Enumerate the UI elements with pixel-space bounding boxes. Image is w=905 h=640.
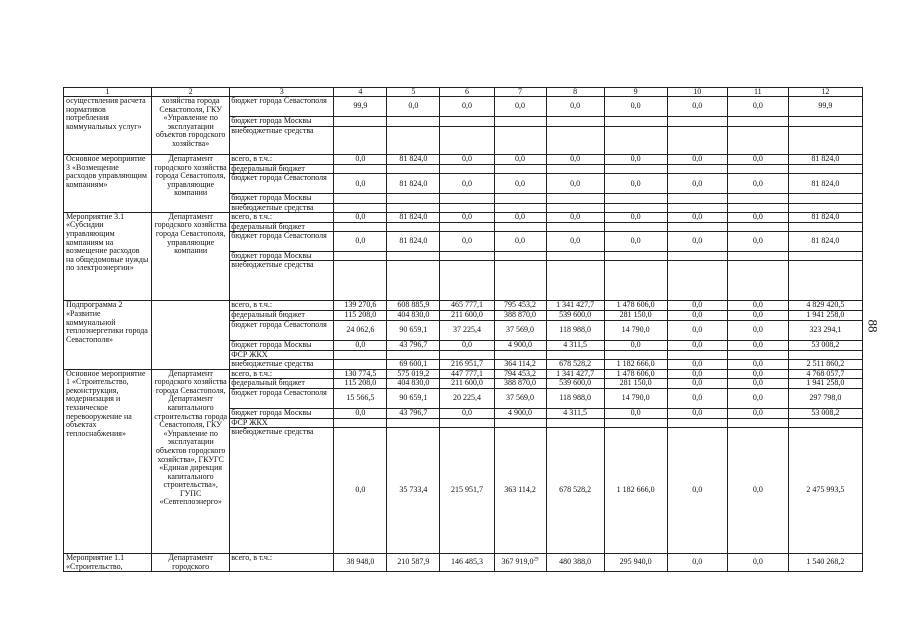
year-value-cell (387, 165, 440, 174)
year-value-cell (440, 194, 494, 203)
year-value-cell: 0,0 (667, 554, 727, 572)
responsible-executor-cell: Департамент городского (152, 554, 230, 572)
year-value-cell: 90 659,1 (387, 320, 440, 340)
year-value-cell: 130 774,5 (334, 369, 387, 379)
year-value-cell: 0,0 (440, 232, 494, 252)
col-header: 5 (387, 88, 440, 97)
year-value-cell (546, 418, 604, 427)
year-value-cell: 0,0 (604, 232, 667, 252)
year-value-cell (440, 165, 494, 174)
funding-source-cell: внебюджетные средства (230, 428, 334, 554)
funding-source-cell: внебюджетные средства (230, 127, 334, 155)
year-value-cell (494, 117, 546, 127)
total-value-cell: 297 798,0 (788, 388, 862, 408)
year-value-cell: 0,0 (546, 212, 604, 222)
total-value-cell (788, 252, 862, 261)
year-value-cell: 0,0 (667, 174, 727, 194)
year-value-cell (546, 222, 604, 231)
total-value-cell: 81 824,0 (788, 232, 862, 252)
year-value-cell (494, 252, 546, 261)
year-value-cell: 15 566,5 (334, 388, 387, 408)
year-value-cell: 0,0 (727, 174, 788, 194)
total-value-cell: 1 941 258,0 (788, 311, 862, 321)
funding-source-cell: ФСР ЖКХ (230, 350, 334, 359)
year-value-cell: 0,0 (546, 174, 604, 194)
year-value-cell: 216 951,7 (440, 359, 494, 369)
responsible-executor-cell: Департамент городского хозяйства города Севастополя, управляющие компании (152, 155, 230, 213)
year-value-cell: 1 478 606,0 (604, 369, 667, 379)
year-value-cell (494, 194, 546, 203)
year-value-cell: 1 478 606,0 (604, 301, 667, 311)
year-value-cell: 14 790,0 (604, 388, 667, 408)
total-value-cell (788, 165, 862, 174)
year-value-cell (334, 222, 387, 231)
year-value-cell (334, 261, 387, 301)
col-header: 3 (230, 88, 334, 97)
year-value-cell (546, 261, 604, 301)
year-value-cell: 0,0 (494, 174, 546, 194)
year-value-cell (494, 350, 546, 359)
year-value-cell (604, 252, 667, 261)
year-value-cell: 37 225,4 (440, 320, 494, 340)
col-header: 11 (727, 88, 788, 97)
year-value-cell: 0,0 (727, 212, 788, 222)
year-value-cell: 0,0 (727, 320, 788, 340)
year-value-cell: 81 824,0 (387, 232, 440, 252)
year-value-cell: 90 659,1 (387, 388, 440, 408)
year-value-cell: 69 600,1 (387, 359, 440, 369)
year-value-cell: 447 777,1 (440, 369, 494, 379)
funding-source-cell: всего, в т.ч.: (230, 554, 334, 572)
year-value-cell: 0,0 (494, 97, 546, 117)
year-value-cell (727, 203, 788, 212)
year-value-cell: 539 600,0 (546, 379, 604, 389)
funding-source-cell: бюджет города Севастополя (230, 97, 334, 117)
year-value-cell (334, 165, 387, 174)
activity-name-cell: Основное мероприятие 1 «Строительство, реконструкция, модернизация и техническое перевооружение на объектах теплоснабжения» (64, 369, 152, 553)
year-value-cell (387, 203, 440, 212)
year-value-cell: 1 341 427,7 (546, 301, 604, 311)
year-value-cell: 118 988,0 (546, 388, 604, 408)
total-value-cell (788, 194, 862, 203)
col-header: 6 (440, 88, 494, 97)
year-value-cell: 795 453,2 (494, 301, 546, 311)
year-value-cell (727, 222, 788, 231)
table-row (64, 212, 863, 222)
year-value-cell: 0,0 (727, 97, 788, 117)
year-value-cell (494, 203, 546, 212)
year-value-cell: 0,0 (334, 174, 387, 194)
year-value-cell: 139 270,6 (334, 301, 387, 311)
year-value-cell (494, 418, 546, 427)
activity-name-cell: Мероприятие 1.1 «Строительство, (64, 554, 152, 572)
year-value-cell: 0,0 (667, 428, 727, 554)
funding-source-cell: бюджет города Москвы (230, 408, 334, 418)
year-value-cell: 0,0 (667, 320, 727, 340)
budget-table-sheet (63, 87, 863, 572)
year-value-cell: 388 870,0 (494, 379, 546, 389)
year-value-cell (727, 418, 788, 427)
year-value-cell (727, 194, 788, 203)
total-value-cell: 1 941 258,0 (788, 379, 862, 389)
year-value-cell (546, 117, 604, 127)
year-value-cell: 0,0 (667, 408, 727, 418)
year-value-cell: 0,0 (667, 301, 727, 311)
year-value-cell (440, 117, 494, 127)
funding-source-cell: федеральный бюджет (230, 311, 334, 321)
funding-source-cell: федеральный бюджет (230, 165, 334, 174)
total-value-cell: 4 768 057,7 (788, 369, 862, 379)
year-value-cell: 0,0 (667, 379, 727, 389)
year-value-cell: 0,0 (334, 212, 387, 222)
year-value-cell: 0,0 (727, 408, 788, 418)
year-value-cell: 0,0 (604, 97, 667, 117)
year-value-cell: 0,0 (440, 97, 494, 117)
year-value-cell (546, 165, 604, 174)
year-value-cell (667, 350, 727, 359)
year-value-cell: 0,0 (727, 359, 788, 369)
year-value-cell (667, 252, 727, 261)
year-value-cell: 0,0 (604, 340, 667, 350)
total-value-cell: 1 540 268,2 (788, 554, 862, 572)
year-value-cell: 0,0 (667, 97, 727, 117)
activity-name-cell: Основное мероприятие 3 «Возмещение расходов управляющим компаниям» (64, 155, 152, 213)
total-value-cell: 323 294,1 (788, 320, 862, 340)
year-value-cell: 480 388,0 (546, 554, 604, 572)
funding-source-cell: бюджет города Севастополя (230, 320, 334, 340)
year-value-cell: 0,0 (667, 155, 727, 165)
funding-source-cell: бюджет города Севастополя (230, 388, 334, 408)
year-value-cell (494, 165, 546, 174)
year-value-cell: 0,0 (494, 155, 546, 165)
year-value-cell (604, 418, 667, 427)
year-value-cell (604, 127, 667, 155)
year-value-cell (727, 165, 788, 174)
year-value-cell (334, 359, 387, 369)
funding-source-cell: бюджет города Москвы (230, 194, 334, 203)
year-value-cell: 115 208,0 (334, 379, 387, 389)
year-value-cell (440, 350, 494, 359)
table-row (64, 155, 863, 165)
year-value-cell: 4 311,5 (546, 408, 604, 418)
year-value-cell (546, 127, 604, 155)
year-value-cell: 0,0 (667, 311, 727, 321)
year-value-cell: 295 940,0 (604, 554, 667, 572)
funding-source-cell: бюджет города Москвы (230, 340, 334, 350)
year-value-cell: 0,0 (667, 232, 727, 252)
year-value-cell (727, 117, 788, 127)
year-value-cell (667, 222, 727, 231)
year-value-cell: 146 485,3 (440, 554, 494, 572)
year-value-cell (387, 252, 440, 261)
total-value-cell: 81 824,0 (788, 155, 862, 165)
funding-source-cell: всего, в т.ч.: (230, 212, 334, 222)
year-value-cell: 363 114,2 (494, 428, 546, 554)
year-value-cell: 37 569,0 (494, 388, 546, 408)
col-header: 10 (667, 88, 727, 97)
year-value-cell: 0,0 (727, 340, 788, 350)
year-value-cell: 0,0 (604, 408, 667, 418)
year-value-cell (667, 127, 727, 155)
col-header: 7 (494, 88, 546, 97)
year-value-cell (387, 194, 440, 203)
year-value-cell: 794 453,2 (494, 369, 546, 379)
funding-source-cell: внебюджетные средства (230, 359, 334, 369)
total-value-cell (788, 350, 862, 359)
total-value-cell: 2 475 993,5 (788, 428, 862, 554)
col-header: 4 (334, 88, 387, 97)
year-value-cell: 0,0 (334, 428, 387, 554)
year-value-cell (387, 350, 440, 359)
col-header: 12 (788, 88, 862, 97)
year-value-cell: 215 951,7 (440, 428, 494, 554)
year-value-cell (667, 194, 727, 203)
year-value-cell (334, 203, 387, 212)
value-text: 367 919,0 (501, 557, 534, 567)
year-value-cell: 0,0 (727, 379, 788, 389)
total-value-cell (788, 203, 862, 212)
year-value-cell (546, 252, 604, 261)
year-value-cell: 211 600,0 (440, 311, 494, 321)
year-value-cell: 0,0 (667, 340, 727, 350)
funding-source-cell: бюджет города Севастополя (230, 232, 334, 252)
column-number-row (64, 88, 863, 97)
year-value-cell: 81 824,0 (387, 174, 440, 194)
year-value-cell: 20 225,4 (440, 388, 494, 408)
funding-source-cell: внебюджетные средства (230, 203, 334, 212)
year-value-cell: 4 900,0 (494, 408, 546, 418)
year-value-cell (604, 165, 667, 174)
responsible-executor-cell (152, 301, 230, 369)
year-value-cell (667, 117, 727, 127)
total-value-cell (788, 222, 862, 231)
year-value-cell: 0,0 (604, 212, 667, 222)
year-value-cell: 0,0 (546, 97, 604, 117)
year-value-cell (604, 350, 667, 359)
year-value-cell: 4 311,5 (546, 340, 604, 350)
year-value-cell (546, 194, 604, 203)
year-value-cell: 404 830,0 (387, 379, 440, 389)
year-value-cell: 0,0 (667, 388, 727, 408)
funding-source-cell: всего, в т.ч.: (230, 369, 334, 379)
activity-name-cell: Подпрограмма 2 «Развитие коммунальной теплоэнергетики города Севастополя» (64, 301, 152, 369)
year-value-cell: 0,0 (334, 340, 387, 350)
year-value-cell: 24 062,6 (334, 320, 387, 340)
year-value-cell (604, 222, 667, 231)
funding-source-cell: бюджет города Москвы (230, 252, 334, 261)
year-value-cell: 1 341 427,7 (546, 369, 604, 379)
year-value-cell (387, 127, 440, 155)
year-value-cell: 43 796,7 (387, 340, 440, 350)
year-value-cell: 608 885,9 (387, 301, 440, 311)
year-value-cell (440, 261, 494, 301)
year-value-cell (334, 127, 387, 155)
budget-table-body (64, 97, 863, 572)
table-row (64, 301, 863, 311)
year-value-cell: 4 900,0 (494, 340, 546, 350)
total-value-cell: 2 511 860,2 (788, 359, 862, 369)
year-value-cell: 0,0 (440, 212, 494, 222)
year-value-cell: 0,0 (334, 232, 387, 252)
year-value-cell: 81 824,0 (387, 155, 440, 165)
year-value-cell: 0,0 (494, 212, 546, 222)
year-value-cell: 0,0 (604, 155, 667, 165)
activity-name-cell: Мероприятие 3.1 «Субсидии управляющим компаниям на возмещение расходов на общедомовые нужды по электроэнергии» (64, 212, 152, 301)
year-value-cell (494, 261, 546, 301)
year-value-cell: 0,0 (546, 155, 604, 165)
year-value-cell (727, 127, 788, 155)
total-value-cell: 53 008,2 (788, 408, 862, 418)
funding-source-cell: ФСР ЖКХ (230, 418, 334, 427)
year-value-cell: 0,0 (440, 174, 494, 194)
year-value-cell (334, 252, 387, 261)
col-header: 9 (604, 88, 667, 97)
year-value-cell: 211 600,0 (440, 379, 494, 389)
year-value-cell: 0,0 (727, 388, 788, 408)
year-value-cell: 0,0 (604, 174, 667, 194)
year-value-cell (334, 194, 387, 203)
year-value-cell: 118 988,0 (546, 320, 604, 340)
year-value-cell: 281 150,0 (604, 311, 667, 321)
year-value-cell: 0,0 (334, 155, 387, 165)
year-value-cell: 38 948,0 (334, 554, 387, 572)
year-value-cell: 0,0 (727, 155, 788, 165)
year-value-cell: 0,0 (727, 301, 788, 311)
year-value-cell (440, 252, 494, 261)
year-value-cell: 465 777,1 (440, 301, 494, 311)
year-value-cell: 43 796,7 (387, 408, 440, 418)
activity-name-cell: осуществления расчета нормативов потребления коммунальных услуг» (64, 97, 152, 155)
year-value-cell: 0,0 (667, 369, 727, 379)
year-value-cell (334, 418, 387, 427)
year-value-cell: 0,0 (440, 340, 494, 350)
year-value-cell (727, 252, 788, 261)
year-value-cell: 388 870,0 (494, 311, 546, 321)
year-value-cell (667, 203, 727, 212)
page-number: 88 (865, 319, 881, 333)
year-value-cell (727, 350, 788, 359)
total-value-cell: 4 829 420,5 (788, 301, 862, 311)
table-row (64, 97, 863, 117)
year-value-cell: 364 114,2 (494, 359, 546, 369)
year-value-cell (667, 165, 727, 174)
year-value-cell: 1 182 666,0 (604, 428, 667, 554)
total-value-cell (788, 261, 862, 301)
year-value-cell: 0,0 (334, 408, 387, 418)
table-row (64, 369, 863, 379)
responsible-executor-cell: Департамент городского хозяйства города Севастополя, Департамент капитального строительства города Севастополя, ГКУ «Управление по эксплуатации объектов городского хозяйства», ГКУГС «Единая дирекция капитального строительства», ГУПС «Севтеплоэнерго» (152, 369, 230, 553)
year-value-cell: 99,9 (334, 97, 387, 117)
year-value-cell: 115 208,0 (334, 311, 387, 321)
total-value-cell: 81 824,0 (788, 174, 862, 194)
year-value-cell (334, 117, 387, 127)
responsible-executor-cell: Департамент городского хозяйства города Севастополя, управляющие компании (152, 212, 230, 301)
year-value-cell: 404 830,0 (387, 311, 440, 321)
year-value-cell (387, 261, 440, 301)
total-value-cell (788, 127, 862, 155)
year-value-cell: 0,0 (494, 232, 546, 252)
col-header: 1 (64, 88, 152, 97)
total-value-cell: 81 824,0 (788, 212, 862, 222)
year-value-cell (546, 203, 604, 212)
year-value-cell: 0,0 (546, 232, 604, 252)
funding-source-cell: федеральный бюджет (230, 222, 334, 231)
year-value-cell: 210 587,9 (387, 554, 440, 572)
year-value-cell: 0,0 (727, 232, 788, 252)
year-value-cell (604, 203, 667, 212)
year-value-cell: 0,0 (727, 369, 788, 379)
funding-source-cell: всего, в т.ч.: (230, 301, 334, 311)
year-value-cell: 1 182 666,0 (604, 359, 667, 369)
year-value-cell (440, 418, 494, 427)
footnote-mark: 29 (533, 557, 539, 563)
year-value-cell (604, 117, 667, 127)
year-value-cell (546, 350, 604, 359)
year-value-cell: 14 790,0 (604, 320, 667, 340)
year-value-cell: 81 824,0 (387, 212, 440, 222)
funding-source-cell: бюджет города Москвы (230, 117, 334, 127)
year-value-cell (387, 222, 440, 231)
col-header: 8 (546, 88, 604, 97)
year-value-cell (440, 222, 494, 231)
responsible-executor-cell: хозяйства города Севастополя, ГКУ «Управление по эксплуатации объектов городского хозяйства» (152, 97, 230, 155)
funding-source-cell: всего, в т.ч.: (230, 155, 334, 165)
year-value-cell: 0,0 (667, 212, 727, 222)
total-value-cell: 99,9 (788, 97, 862, 117)
year-value-cell (440, 127, 494, 155)
year-value-cell (604, 261, 667, 301)
year-value-cell (494, 222, 546, 231)
year-value-cell: 281 150,0 (604, 379, 667, 389)
col-header: 2 (152, 88, 230, 97)
year-value-cell (604, 194, 667, 203)
year-value-cell (667, 418, 727, 427)
total-value-cell: 53 008,2 (788, 340, 862, 350)
year-value-cell (494, 127, 546, 155)
funding-source-cell: бюджет города Севастополя (230, 174, 334, 194)
total-value-cell (788, 117, 862, 127)
year-value-cell: 0,0 (727, 311, 788, 321)
budget-table (63, 87, 863, 572)
year-value-cell (334, 350, 387, 359)
year-value-cell: 37 569,0 (494, 320, 546, 340)
funding-source-cell: внебюджетные средства (230, 261, 334, 301)
year-value-cell: 0,0 (440, 408, 494, 418)
year-value-cell (667, 261, 727, 301)
year-value-cell: 575 019,2 (387, 369, 440, 379)
year-value-cell (387, 117, 440, 127)
year-value-cell (494, 554, 546, 572)
year-value-cell: 678 528,2 (546, 359, 604, 369)
year-value-cell (440, 203, 494, 212)
year-value-cell: 0,0 (440, 155, 494, 165)
year-value-cell: 0,0 (727, 428, 788, 554)
year-value-cell: 0,0 (727, 554, 788, 572)
year-value-cell: 35 733,4 (387, 428, 440, 554)
year-value-cell: 678 528,2 (546, 428, 604, 554)
total-value-cell (788, 418, 862, 427)
funding-source-cell: федеральный бюджет (230, 379, 334, 389)
year-value-cell (727, 261, 788, 301)
year-value-cell: 539 600,0 (546, 311, 604, 321)
year-value-cell: 0,0 (387, 97, 440, 117)
year-value-cell: 0,0 (667, 359, 727, 369)
year-value-cell (387, 418, 440, 427)
table-row (64, 554, 863, 572)
